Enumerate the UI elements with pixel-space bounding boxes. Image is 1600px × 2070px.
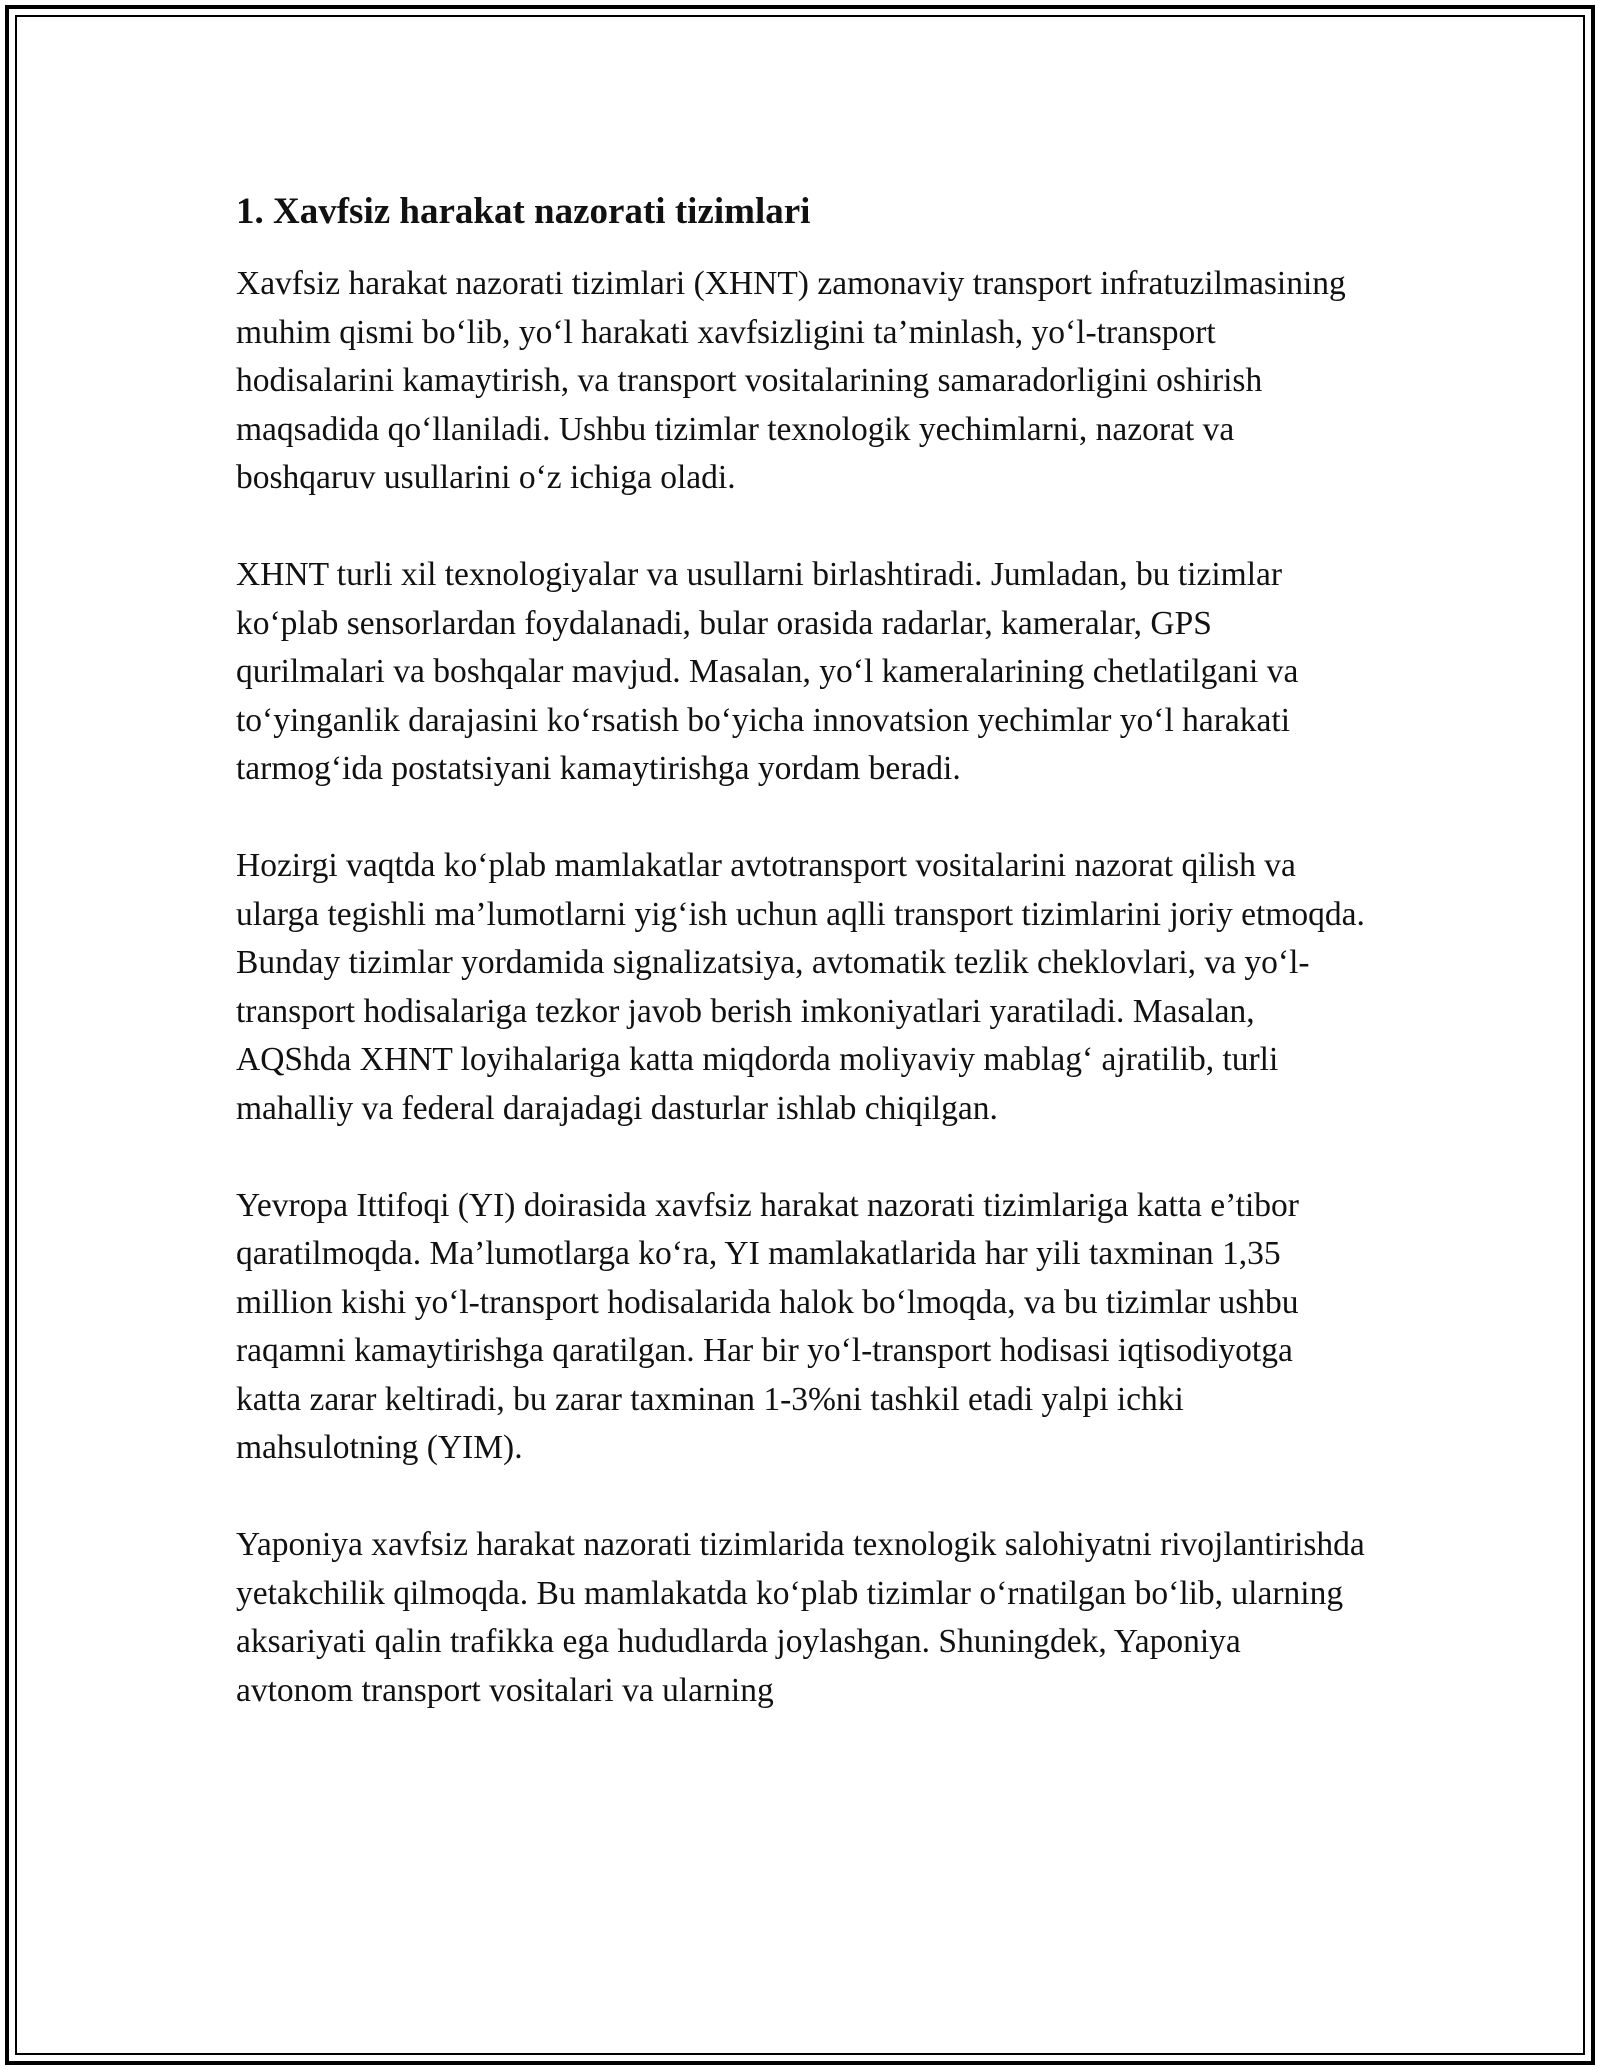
section-heading: 1. Xavfsiz harakat nazorati tizimlari bbox=[236, 191, 811, 232]
paragraph-3: Hozirgi vaqtda ko‘plab mamlakatlar avtotransport vositalarini nazorat qilish va ularga tegishli ma’lumotlarni yig‘ish uchun aqlli transport tizimlarini joriy etmoqda. Bunday tizimlar yordamida signalizatsiya, avtomatik tezlik cheklovlari, va yo‘l-transport hodisalariga tezkor javob berish imkoniyatlari yaratiladi. Masalan, AQShda XHNT loyihalariga katta miqdorda moliyaviy mablag‘ ajratilib, turli mahalliy va federal darajadagi dasturlar ishlab chiqilgan. bbox=[236, 847, 1365, 1127]
paragraph-4: Yevropa Ittifoqi (YI) doirasida xavfsiz harakat nazorati tizimlariga katta e’tibor qaratilmoqda. Ma’lumotlarga ko‘ra, YI mamlakatlarida har yili taxminan 1,35 million kishi yo‘l-transport hodisalarida halok bo‘lmoqda, va bu tizimlar ushbu raqamni kamaytirishga qaratilgan. Har bir yo‘l-transport hodisasi iqtisodiyotga katta zarar keltiradi, bu zarar taxminan 1-3%ni tashkil etadi yalpi ichki mahsulotning (YIM). bbox=[236, 1186, 1299, 1466]
paragraph-1: Xavfsiz harakat nazorati tizimlari (XHNT) zamonaviy transport infratuzilmasining muhim qismi bo‘lib, yo‘l harakati xavfsizligini ta’minlash, yo‘l-transport hodisalarini kamaytirish, va transport vositalarining samaradorligini oshirish maqsadida qo‘llaniladi. Ushbu tizimlar texnologik yechimlarni, nazorat va boshqaruv usullarini o‘z ichiga oladi. bbox=[236, 265, 1346, 496]
paragraph-5: Yaponiya xavfsiz harakat nazorati tizimlarida texnologik salohiyatni rivojlantirishda yetakchilik qilmoqda. Bu mamlakatda ko‘plab tizimlar o‘rnatilgan bo‘lib, ularning aksariyati qalin trafikka ega hududlarda joylashgan. Shuningdek, Yaponiya avtonom transport vositalari va ularning bbox=[236, 1526, 1365, 1709]
paragraph-2: XHNT turli xil texnologiyalar va usullarni birlashtiradi. Jumladan, bu tizimlar ko‘plab sensorlardan foydalanadi, bular orasida radarlar, kameralar, GPS qurilmalari va boshqalar mavjud. Masalan, yo‘l kameralarining chetlatilgani va to‘yinganlik darajasini ko‘rsatish bo‘yicha innovatsion yechimlar yo‘l harakati tarmog‘ida postatsiyani kamaytirishga yordam beradi. bbox=[236, 556, 1299, 787]
document-body bbox=[236, 188, 1366, 1764]
